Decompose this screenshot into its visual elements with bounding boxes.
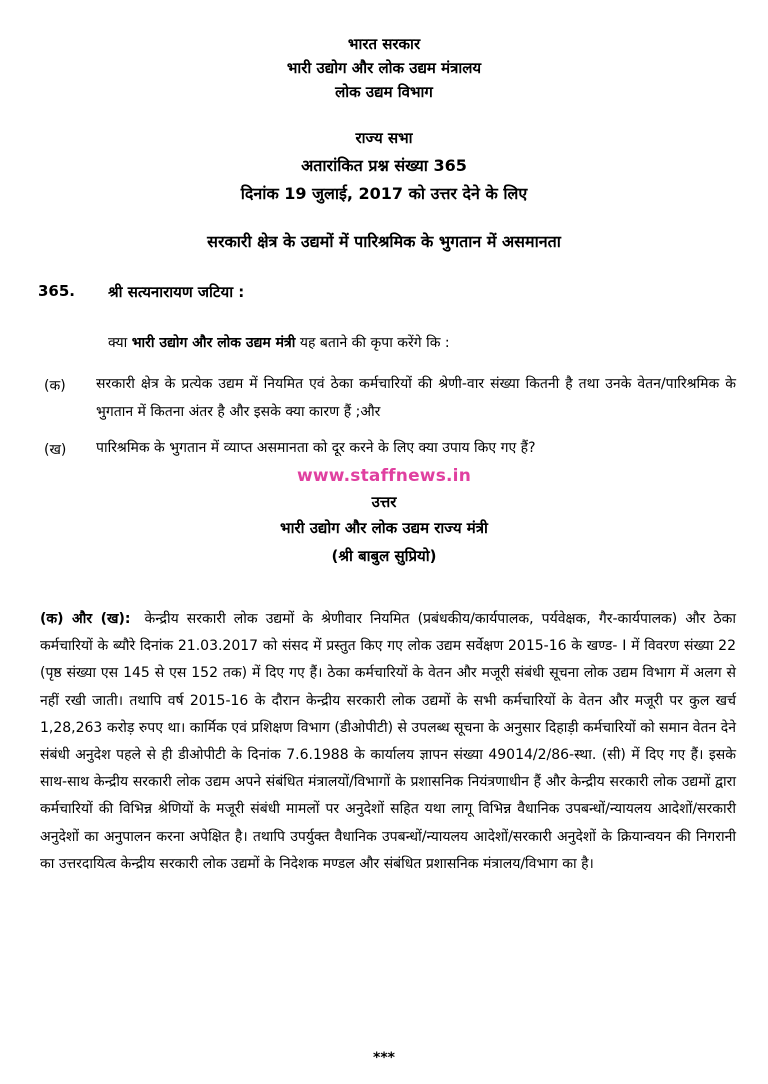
question-part-text: सरकारी क्षेत्र के प्रत्येक उद्यम में नियमित एवं ठेका कर्मचारियों की श्रेणी-वार संख्या कितनी है तथा उनके वेतन/पारिश्रमिक के भुगतान में कितना अंतर है और इसके क्या कारण हैं ;और xyxy=(96,376,736,420)
question-part-text: पारिश्रमिक के भुगतान में व्याप्त असमानता को दूर करने के लिए क्या उपाय किए गए हैं? xyxy=(96,440,536,456)
watermark-text: www.staffnews.in xyxy=(296,466,472,486)
house-name: राज्य सभा xyxy=(355,129,413,147)
question-type: अतारांकित प्रश्न संख्या 365 xyxy=(301,156,467,175)
question-asked-by: श्री सत्यनारायण जटिया : xyxy=(108,283,245,301)
intro-prefix: क्या xyxy=(108,335,128,351)
intro-suffix: यह बताने की कृपा करेंगे कि : xyxy=(299,335,450,351)
question-number: 365. xyxy=(38,282,76,300)
intro-minister: भारी उद्योग और लोक उद्यम मंत्री xyxy=(131,335,296,351)
end-marker: *** xyxy=(373,1050,395,1066)
answer-text: केन्द्रीय सरकारी लोक उद्यमों के श्रेणीवार नियमित (प्रबंधकीय/कार्यपालक, पर्यवेक्षक, गैर-कार्यपालक) और ठेका कर्मचारियों के ब्यौरे दिनांक 21.03.2017 को संसद में प्रस्तुत किए गए लोक उद्यम सर्वेक्षण 2015-16 के खण्ड- I में विवरण संख्या 22 (पृष्ठ संख्या एस 145 से एस 152 तक) में दिए गए हैं। ठेका कर्मचारियों के वेतन और मजूरी संबंधी सूचना लोक उद्यम विभाग में अलग से नहीं रखी जाती। तथापि वर्ष 2015-16 के दौरान केन्द्रीय सरकारी लोक उद्यमों के सभी कर्मचारियों के वेतन और मजूरी पर कुल खर्च 1,28,263 करोड़ रुपए था। कार्मिक एवं प्रशिक्षण विभाग (डीओपीटी) से उपलब्ध सूचना के अनुसार दिहाड़ी कर्मचारियों को समान वेतन देने संबंधी अनुदेश पहले से ही डीओपीटी के दिनांक 7.6.1988 के कार्यालय ज्ञापन संख्या 49014/2/86-स्था. (सी) में दिए गए हैं। इसके साथ-साथ केन्द्रीय सरकारी लोक उद्यम अपने संबंधित मंत्रालयों/विभागों के प्रशासनिक नियंत्रणाधीन हैं और केन्द्रीय सरकारी लोक उद्यमों द्वारा कर्मचारियों की विभिन्न श्रेणियों के मजूरी संबंधी मामलों पर अनुदेशों सहित यथा लागू विभिन्न वैधानिक उपबन्धों/न्यायलय आदेशों/सरकारी अनुदेशों का अनुपालन करना अपेक्षित है। तथापि उपर्युक्त वैधानिक उपबन्धों/न्यायलय आदेशों/सरकारी अनुदेशों के क्रियान्वयन की निगरानी का उत्तरदायित्व केन्द्रीय सरकारी लोक उद्यमों के निदेशक मण्डल और संबंधित प्रशासनिक मंत्रालय/विभाग का है। xyxy=(40,611,736,872)
question-part-label: (क) xyxy=(44,378,66,394)
answering-minister-name: (श्री बाबुल सुप्रियो) xyxy=(331,547,437,565)
answer-body xyxy=(40,606,736,878)
header-ministry-gov: भारत सरकार xyxy=(347,35,421,53)
question-intro xyxy=(108,333,450,352)
header-department: लोक उद्यम विभाग xyxy=(335,83,433,101)
answering-minister-title: भारी उद्योग और लोक उद्यम राज्य मंत्री xyxy=(280,519,488,537)
answer-label: (क) और (ख): xyxy=(40,611,131,627)
answer-title: उत्तर xyxy=(371,493,397,511)
header-ministry-name: भारी उद्योग और लोक उद्यम मंत्रालय xyxy=(286,59,482,77)
question-subject: सरकारी क्षेत्र के उद्यमों में पारिश्रमिक के भुगतान में असमानता xyxy=(207,232,561,251)
question-part-label: (ख) xyxy=(44,442,67,458)
answer-date-line: दिनांक 19 जुलाई, 2017 को उत्तर देने के लिए xyxy=(240,184,528,203)
